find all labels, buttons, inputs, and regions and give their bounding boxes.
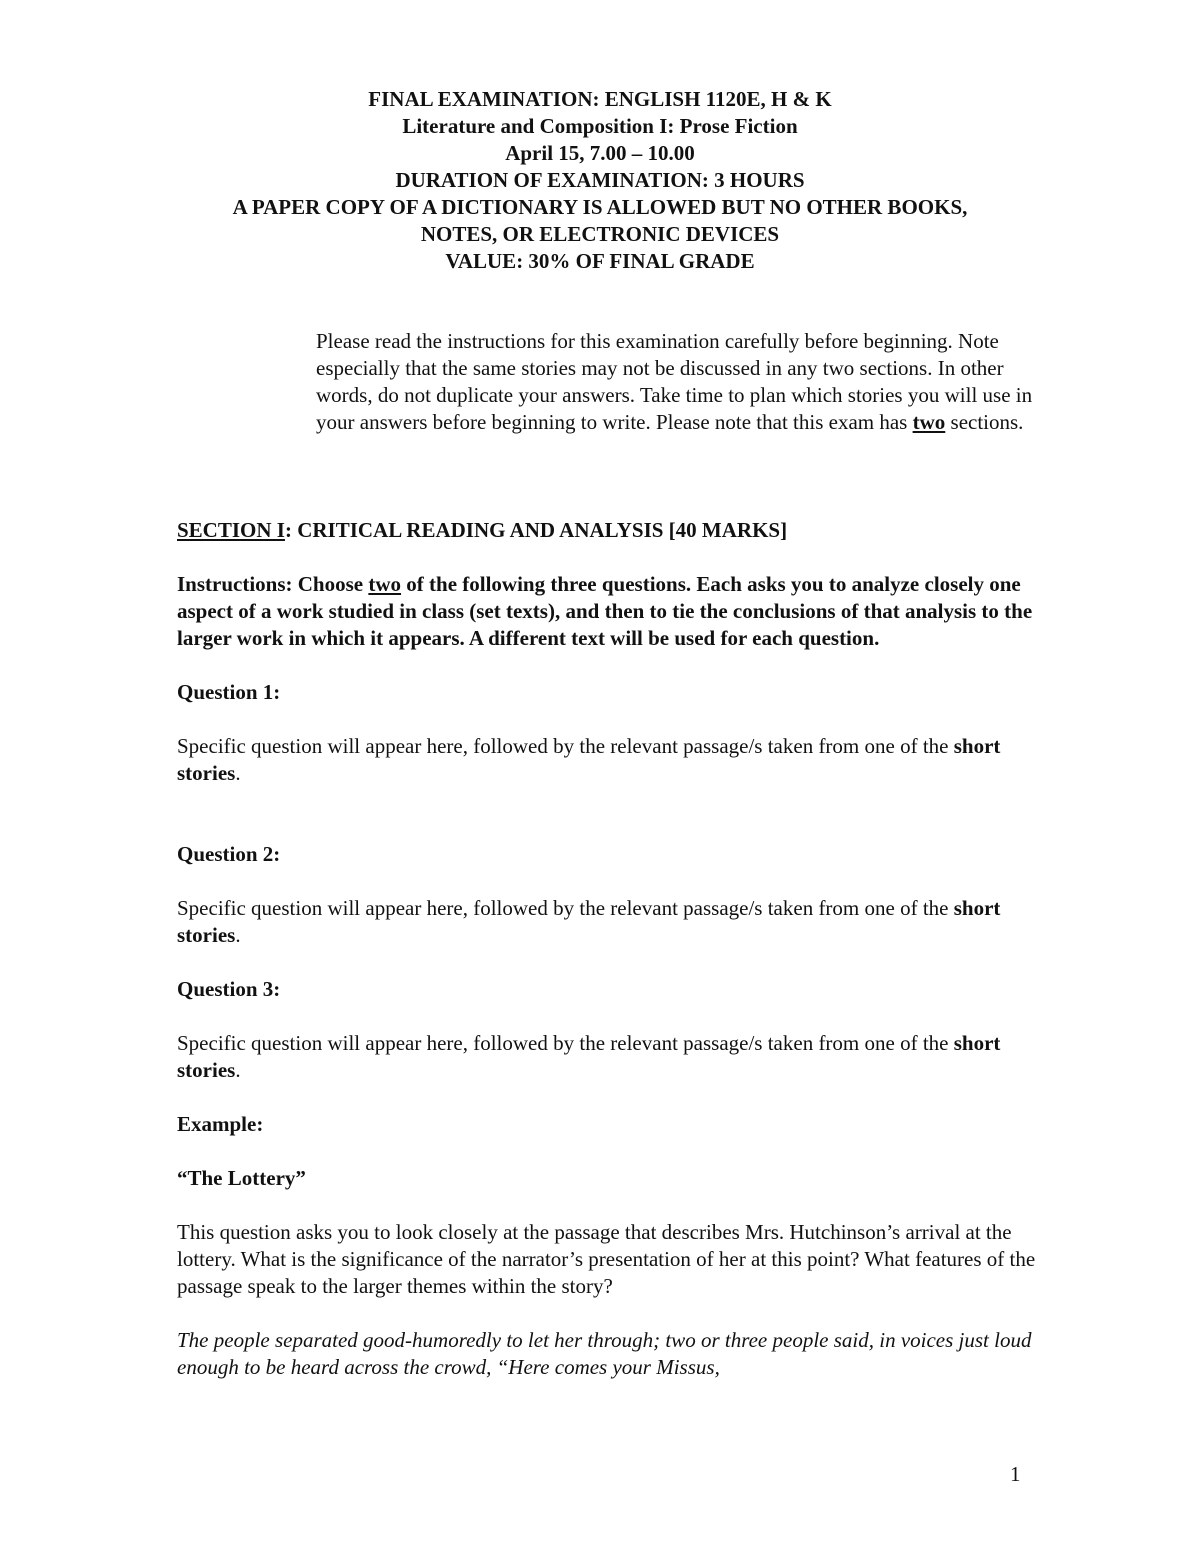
section-label: SECTION I bbox=[177, 518, 285, 542]
question-1-text bbox=[177, 733, 1037, 787]
intro-instructions bbox=[316, 328, 1036, 436]
question-1-end: . bbox=[235, 761, 241, 785]
exam-value: VALUE: 30% OF FINAL GRADE bbox=[445, 249, 755, 273]
question-3-bold: short stories bbox=[177, 1031, 1001, 1082]
allowed-materials-line2: NOTES, OR ELECTRONIC DEVICES bbox=[420, 222, 780, 246]
page-number: 1 bbox=[1010, 1462, 1021, 1486]
exam-date: April 15, 7.00 – 10.00 bbox=[505, 141, 695, 165]
course-title: Literature and Composition I: Prose Fiction bbox=[402, 114, 798, 138]
question-1-body: Specific question will appear here, followed by the relevant passage/s taken from one of the bbox=[177, 734, 954, 758]
exam-header bbox=[150, 86, 1050, 275]
question-2-end: . bbox=[235, 923, 241, 947]
question-1-bold: short stories bbox=[177, 734, 1001, 785]
intro-text-end: sections. bbox=[945, 410, 1024, 434]
allowed-materials-line1: A PAPER COPY OF A DICTIONARY IS ALLOWED BUT NO OTHER BOOKS, bbox=[232, 195, 968, 219]
exam-duration: DURATION OF EXAMINATION: 3 HOURS bbox=[395, 168, 805, 192]
question-2-label: Question 2: bbox=[177, 842, 281, 866]
question-3-end: . bbox=[235, 1058, 241, 1082]
instructions-prefix: Instructions: Choose bbox=[177, 572, 369, 596]
example-label: Example: bbox=[177, 1112, 264, 1136]
section-heading bbox=[177, 517, 1037, 544]
question-1-label: Question 1: bbox=[177, 680, 281, 704]
example-passage: The people separated good-humoredly to let her through; two or three people said, in voices just loud enough to be heard across the crowd, “Here comes your Missus, bbox=[177, 1328, 1032, 1379]
question-2-bold: short stories bbox=[177, 896, 1001, 947]
section-title: : CRITICAL READING AND ANALYSIS [40 MARKS] bbox=[284, 518, 788, 542]
question-3-body: Specific question will appear here, followed by the relevant passage/s taken from one of the bbox=[177, 1031, 954, 1055]
intro-emphasis: two bbox=[912, 410, 946, 434]
question-3-text bbox=[177, 1030, 1037, 1084]
question-2-text bbox=[177, 895, 1037, 949]
instructions-emphasis: two bbox=[368, 572, 402, 596]
exam-title: FINAL EXAMINATION: ENGLISH 1120E, H & K bbox=[368, 87, 832, 111]
exam-body bbox=[177, 517, 1037, 1381]
question-2-body: Specific question will appear here, followed by the relevant passage/s taken from one of the bbox=[177, 896, 954, 920]
intro-text: Please read the instructions for this examination carefully before beginning. Note especially that the same stories may not be discussed in any two sections. In other words, do not duplicate your answers. Take time to plan which stories you will use in your answers before beginning to write. Please note that this exam has bbox=[316, 329, 1033, 434]
example-prompt: This question asks you to look closely at the passage that describes Mrs. Hutchinson’s arrival at the lottery. What is the significance of the narrator’s presentation of her at this point? What features of the passage speak to the larger themes within the story? bbox=[177, 1220, 1036, 1298]
question-3-label: Question 3: bbox=[177, 977, 281, 1001]
example-story-title: “The Lottery” bbox=[177, 1166, 306, 1190]
section-instructions bbox=[177, 571, 1037, 652]
instructions-text: of the following three questions. Each asks you to analyze closely one aspect of a work studied in class (set texts), and then to tie the conclusions of that analysis to the larger work in which it appears. A different text will be used for each question. bbox=[177, 572, 1033, 650]
